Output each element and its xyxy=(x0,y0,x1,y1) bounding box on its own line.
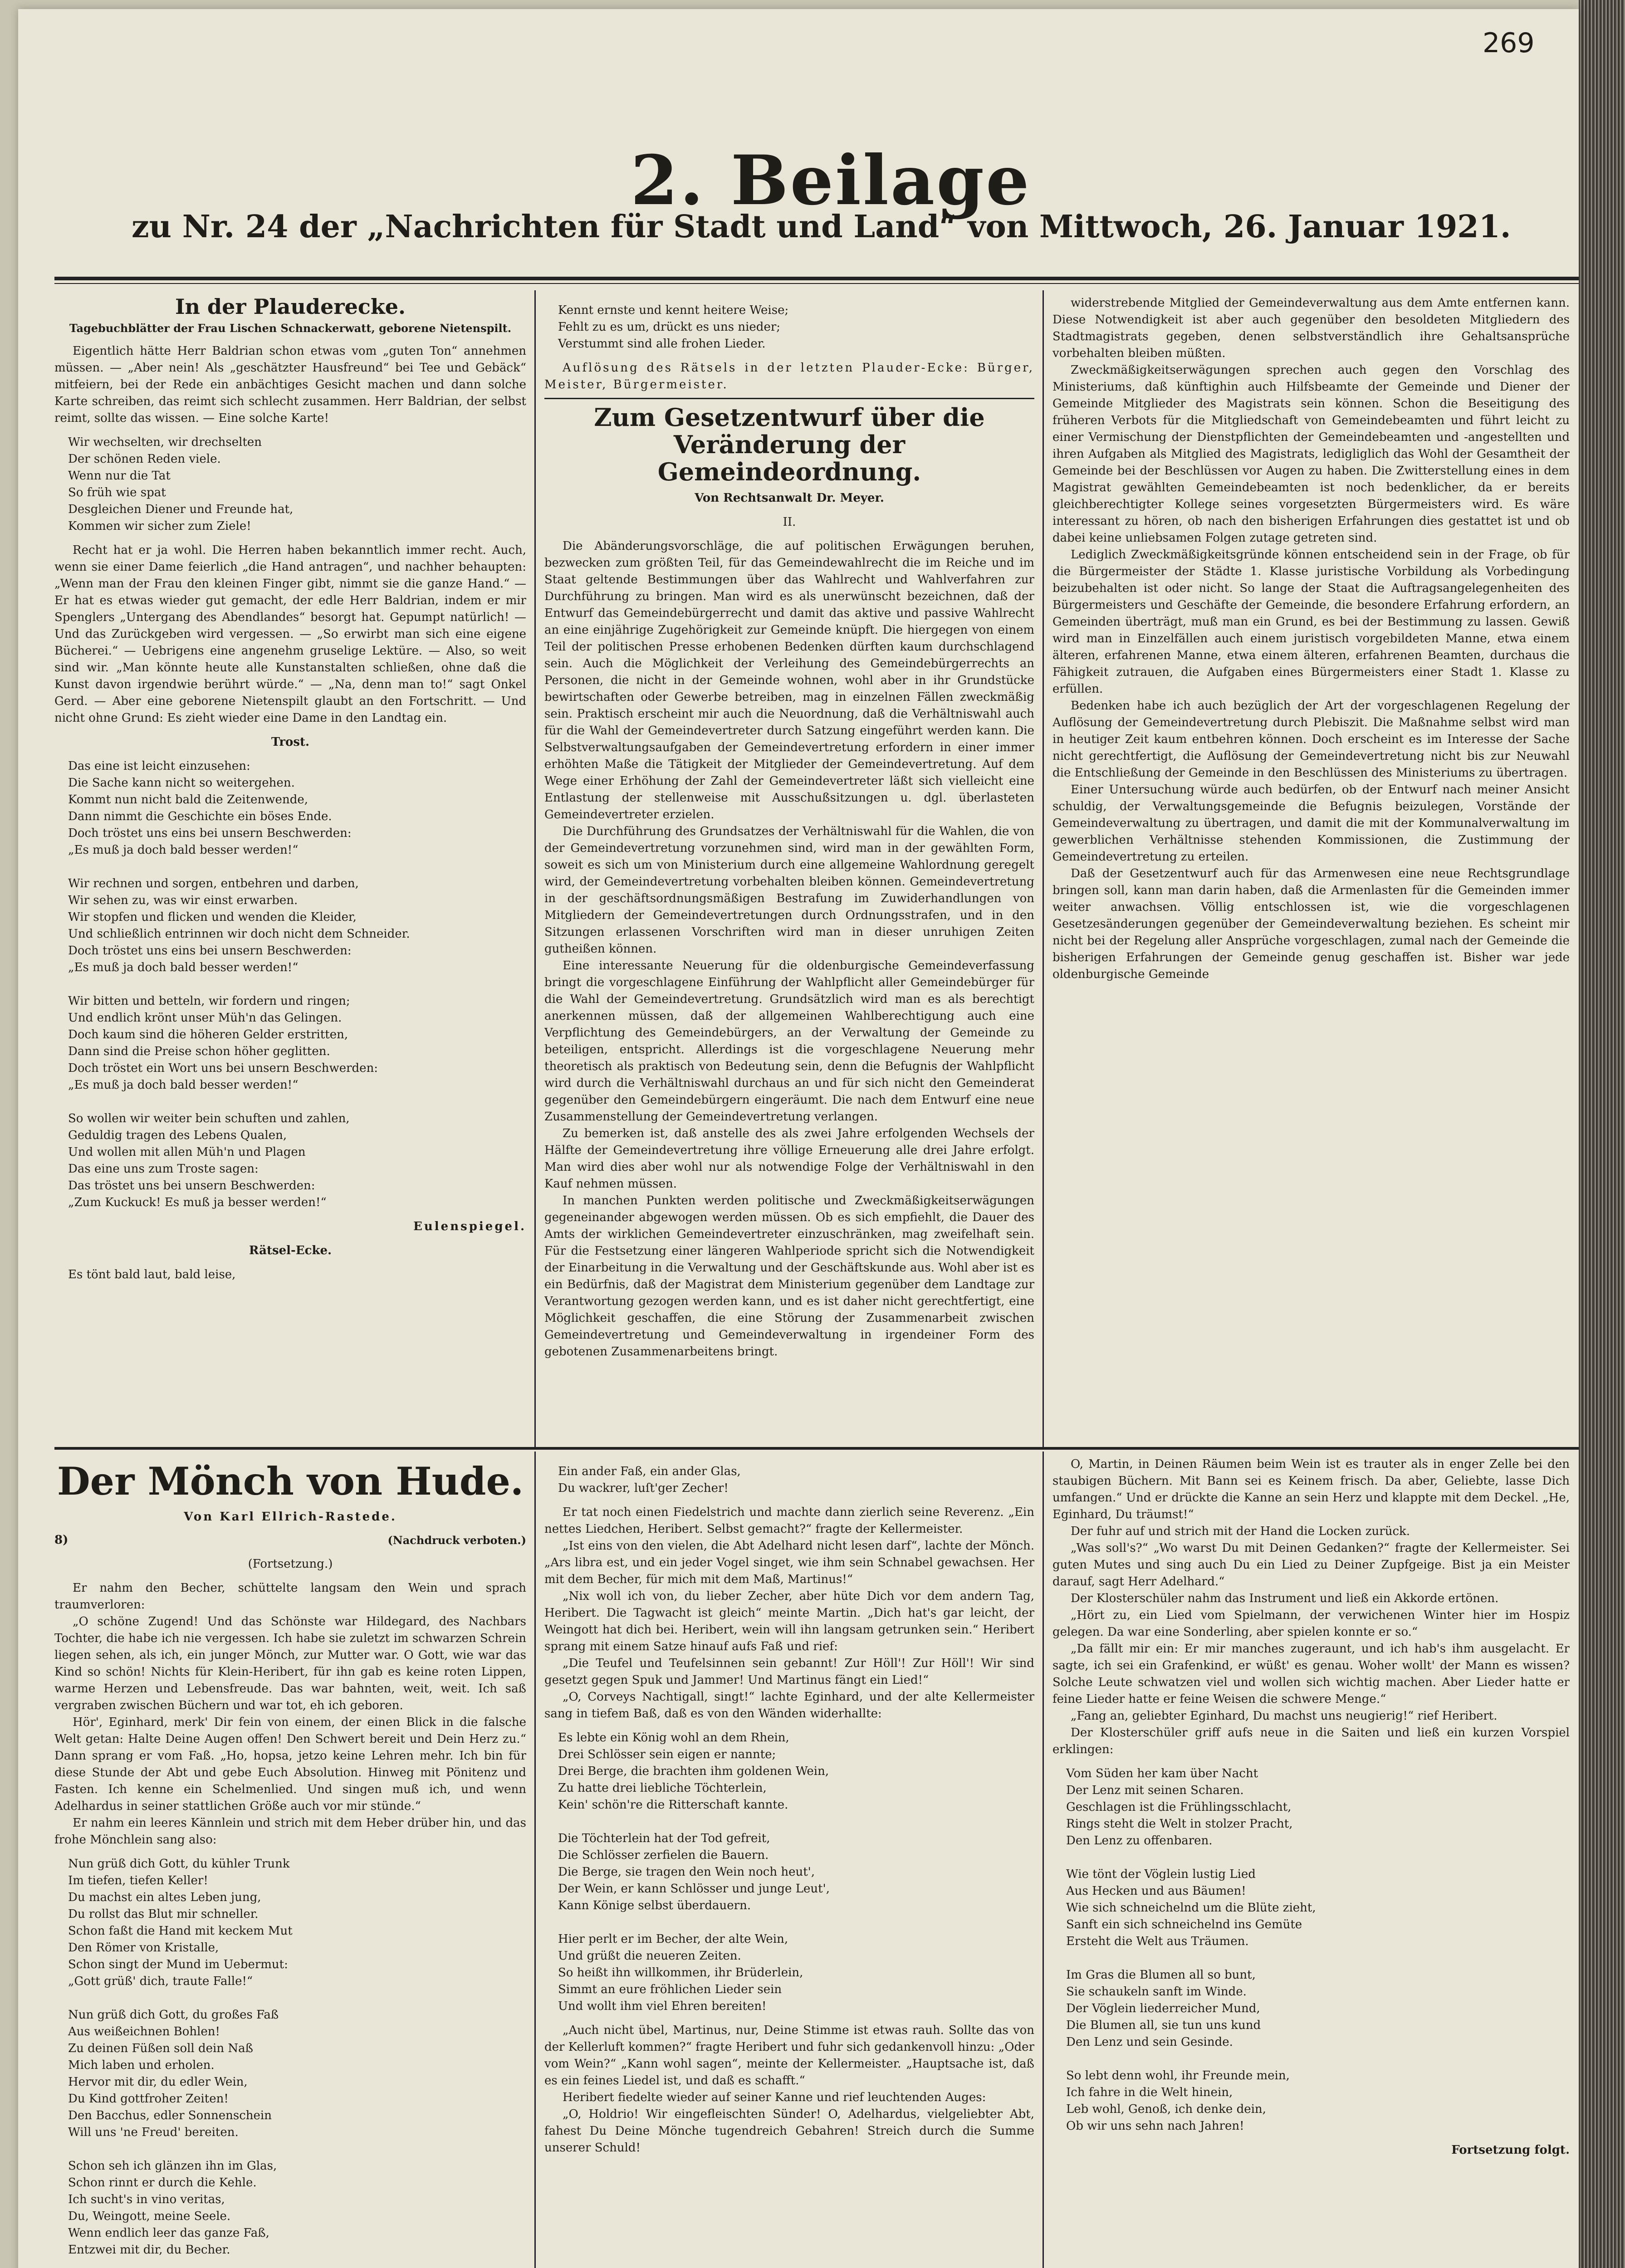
continued-note: Fortsetzung folgt. xyxy=(1451,2143,1570,2157)
moench-middle-paragraph-6: „Auch nicht übel, Martinus, nur, Deine Stimme ist etwas rauh. Sollte das von der Kellerluft kommen?“ fragte Heribert und fuhr sich gedankenvoll hinzu: „Oder vom Wein?“ „Kann wohl sagen“, meinte der Kellermeister. „Hauptsache ist, daß es ein feines Liedel ist, und daß es schafft.“ xyxy=(544,2024,1034,2087)
gesetzentwurf-continuation-column xyxy=(1052,295,1570,1442)
moench-middle-paragraph-4: „Die Teufel und Teufelsinnen sein gebannt! Zur Höll'! Zur Höll'! Wir sind gesetzt gegen Spuk und Jammer! Und Martinus fängt ein Lied!“ xyxy=(544,1657,1034,1687)
book-edge xyxy=(1579,0,1625,2268)
gesetzentwurf-part: II. xyxy=(783,515,796,529)
gesetzentwurf-right-paragraph-4: Bedenken habe ich auch bezüglich der Art der vorgeschlagenen Regelung der Auflösung der Gemeindevertretung durch Plebiszit. Die Maßnahme selbst wird man in heutiger Zeit kaum entbehren können. Doch erscheint es im Interesse der Sache nicht gerechtfertigt, die Auflösung der Gemeindevertretung nicht bis zur Neuwahl die Entschließung der Gemeinde in den Beschlüssen des Ministeriums zu übertragen. xyxy=(1052,699,1570,780)
moench-middle-paragraph-2: „Ist eins von den vielen, die Abt Adelhard nicht lesen darf“, lachte der Mönch. „Ars libra est, und ein jeder Vogel singet, wie ihm sein Schnabel gewachsen. Her mit dem Becher, für mich mit dem Maß, Martinus!“ xyxy=(544,1539,1034,1586)
trost-title: Trost. xyxy=(271,735,310,749)
gesetzentwurf-column xyxy=(544,295,1034,1442)
moench-spring-song: Vom Süden her kam über Nacht Der Lenz mit seinen Scharen. Geschlagen ist die Frühlingsschlacht, Rings steht die Welt in stolzer Pracht, Den Lenz zu offenbaren. Wie tönt der Vöglein lustig Lied Aus Hecken und aus Bäumen! Wie sich schneichelnd um die Blüte zieht, Sanft ein sich schneichelnd ins Gemüte Ersteht die Welt aus Träumen. Im Gras die Blumen all so bunt, Sie schaukeln sanft im Winde. Der Vöglein liederreicher Mund, Die Blumen all, sie tun uns kund Den Lenz und sein Gesinde. So lebt denn wohl, ihr Freunde mein, Ich fahre in die Welt hinein, Leb wohl, Genoß, ich denke dein, Ob wir uns sehn nach Jahren! xyxy=(1066,1767,1316,2133)
raetsel-solution: Auflösung des Rätsels in der letzten Plauder-Ecke: Bürger, Meister, Bürgermeister. xyxy=(544,361,1034,391)
moench-middle-paragraph-5: „O, Corveys Nachtigall, singt!“ lachte Eginhard, und der alte Kellermeister sang in tiefem Baß, daß es von den Wänden widerhallte: xyxy=(544,1690,1034,1721)
plauderecke-paragraph-1: Eigentlich hätte Herr Baldrian schon etwas vom „guten Ton“ annehmen müssen. — „Aber nein! Als „geschätzter Hausfreund“ bei Tee und Gebäck“ mitfeiern, bei der Rede ein anbächtiges Gesicht machen und dann solche Karte schreiben, das reimt sich schlecht zusammen. Herr Baldrian, der selbst reimt, sollte das wissen. — Eine solche Karte! xyxy=(54,344,526,425)
moench-middle-paragraph-8: „O, Holdrio! Wir eingefleischten Sünder! O, Adelhardus, vielgeliebter Abt, fahest Du Deine Mönche tugendreich Gebahren! Streich durch die Summe unserer Schuld! xyxy=(544,2107,1034,2155)
raetsel-continuation: Kennt ernste und kennt heitere Weise; Fehlt zu es um, drückt es uns nieder; Verstummt sind alle frohen Lieder. xyxy=(558,303,789,351)
moench-middle-paragraph-1: Er tat noch einen Fiedelstrich und machte dann zierlich seine Reverenz. „Ein nettes Liedchen, Heribert. Selbst gemacht?“ fragte der Kellermeister. xyxy=(544,1505,1034,1536)
moench-paragraph-4: Er nahm ein leeres Kännlein und strich mit dem Heber drüber hin, und das frohe Mönchlein sang also: xyxy=(54,1816,526,1847)
plauderecke-column xyxy=(54,295,526,1442)
moench-byline: Von Karl Ellrich-Rastede. xyxy=(184,1510,397,1524)
column-divider-3 xyxy=(534,1452,536,2268)
gesetzentwurf-right-paragraph-2: Zweckmäßigkeitserwägungen sprechen auch gegen den Vorschlag des Ministeriums, daß künftighin auch Hilfsbeamte der Gemeinde und Diener der Gemeinde Mitglieder des Magistrats sein können. Schon die Beseitigung des früheren Verbots für die Mitgliedschaft von Gemeindebeamten und führt leicht zu einer Vermischung der Dienstpflichten der Gemeindebeamten und -angestellten und ihren Aufgaben als Mitglied des Magistrats, ledigliglich das Wohl der Gesamtheit der Gemeinde bei der Beschlüssen vor Augen zu haben. Die Zwitterstellung eines in dem Magistrat gewählten Gemeindebeamten ist noch bedenklicher, da er bereits gleichberechtigter Kollege seines vorgesetzten Bürgermeisters wird. Es wäre interessant zu hören, ob nach den bisherigen Erfahrungen dies gestattet ist und ob dabei keine unliebsamen Folgen zutage getreten sind. xyxy=(1052,363,1570,545)
trost-poem: Das eine ist leicht einzusehen: Die Sache kann nicht so weitergehen. Kommt nun nicht bald die Zeitenwende, Dann nimmt die Geschichte ein böses Ende. Doch tröstet uns eins bei unsern Beschwerden: „Es muß ja doch bald besser werden!“ Wir rechnen und sorgen, entbehren und darben, Wir sehen zu, was wir einst erwarben. Wir stopfen und flicken und wenden die Kleider, Und schließlich entrinnen wir doch nicht dem Schneider. Doch tröstet uns eins bei unsern Beschwerden: „Es muß ja doch bald besser werden!“ Wir bitten und betteln, wir fordern und ringen; Und endlich krönt unser Müh'n das Gelingen. Doch kaum sind die höheren Gelder erstritten, Dann sind die Preise schon höher geglitten. Doch tröstet ein Wort uns bei unsern Beschwerden: „Es muß ja doch bald besser werden!“ So wollen wir weiter bein schuften und zahlen, Geduldig tragen des Lebens Qualen, Und wollen mit allen Müh'n und Plagen Das eine uns zum Troste sagen: Das tröstet uns bei unsern Beschwerden: „Zum Kuckuck! Es muß ja besser werden!“ xyxy=(68,759,410,1209)
gesetzentwurf-paragraph-3: Eine interessante Neuerung für die oldenburgische Gemeindeverfassung bringt die vorgeschlagene Einführung der Wahlpflicht aller Gemeindebürger für die Wahl der Gemeindevertretung. Grundsätzlich wird man es als berechtigt anerkennen müssen, daß der allgemeinen Wahlberechtigung auch eine Verpflichtung des Gemeindebürgers, an der Verwaltung der Gemeinde zu beteiligen, entspricht. Allerdings ist die vorgeschlagene Neuerung mehr theoretisch als praktisch von Bedeutung sein, denn die Befugnis der Wahlpflicht wird durch die Verhältniswahl durchaus an und für sich nicht den Gemeinderat gegenüber den Gemeindebürgern eingeräumt. Die nach dem Entwurf eine neue Zusammenstellung der Gemeindevertretung verlangen. xyxy=(544,959,1034,1124)
moench-paragraph-2: „O schöne Zugend! Und das Schönste war Hildegard, des Nachbars Tochter, die habe ich nie vergessen. Ich habe sie zuletzt im schwarzen Schrein liegen sehen, als ich, ein junger Mönch, zur Mutter war. O Gott, wie war das Kind so schön! Nichts für Klein-Heribert, für ihn gab es keine roten Lippen, warme Herzen und Lebensfreude. Das war bahnten, weit, weit. Ich saß vergraben zwischen Büchern und war tot, eh ich geboren. xyxy=(54,1615,526,1712)
moench-episode: 8) xyxy=(54,1533,69,1547)
plauderecke-verse-1: Wir wechselten, wir drechselten Der schönen Reden viele. Wenn nur die Tat So früh wie spat Desgleichen Diener und Freunde hat, Kommen wir sicher zum Ziele! xyxy=(68,435,294,533)
header-rule-thin xyxy=(54,283,1579,284)
moench-king-song: Es lebte ein König wohl an dem Rhein, Drei Schlösser sein eigen er nannte; Drei Berge, die brachten ihm goldenen Wein, Zu hatte drei liebliche Töchterlein, Kein' schön're die Ritterschaft kannte. Die Töchterlein hat der Tod gefreit, Die Schlösser zerfielen die Bauern. Die Berge, sie tragen den Wein noch heut', Der Wein, er kann Schlösser und junge Leut', Kann Könige selbst überdauern. Hier perlt er im Becher, der alte Wein, Und grüßt die neueren Zeiten. So heißt ihn willkommen, ihr Brüderlein, Simmt an eure fröhlichen Lieder sein Und wollt ihm viel Ehren bereiten! xyxy=(558,1731,830,2013)
raetsel-line: Es tönt bald laut, bald leise, xyxy=(68,1268,236,1281)
moench-song-end: Ein ander Faß, ein ander Glas, Du wackrer, luſt'ger Zecher! xyxy=(558,1465,741,1495)
column-divider-1 xyxy=(534,290,536,1447)
moench-middle-paragraph-3: „Nix woll ich von, du lieber Zecher, aber hüte Dich vor dem andern Tag, Heribert. Die Tagwacht ist gleich“ meinte Martin. „Dich hat's gar leicht, der Weingott hat dich bei. Heribert, wein will ihn langsam getrunken sein.“ Heribert sprang mit einem Satze hinauf aufs Faß und rief: xyxy=(544,1589,1034,1653)
plauderecke-heading: In der Plauderecke. xyxy=(175,295,406,319)
moench-right-paragraph-3: „Was soll's?“ „Wo warst Du mit Deinen Gedanken?“ fragte der Kellermeister. Sei guten Mutes und sing auch Du ein Lied zu Deiner Zupfgeige. Bist ja ein Meister darauf, sagt Herr Adelhard.“ xyxy=(1052,1541,1570,1589)
plauderecke-paragraph-2: Recht hat er ja wohl. Die Herren haben bekanntlich immer recht. Auch, wenn sie einer Dame feierlich „die Hand antragen“, und nachher behaupten: „Wenn man der Frau den kleinen Finger gibt, nimmt sie die ganze Hand.“ — Er hat es etwas wieder gut gemacht, der edle Herr Baldrian, indem er mir Spenglers „Untergang des Abendlandes“ besorgt hat. Gepumpt natürlich! — Und das Zurückgeben wird vergessen. — „So erwirbt man sich eine eigene Bücherei.“ — Uebrigens eine angenehm gruselige Lektüre. — Also, so weit sind wir. „Man könnte heute alle Kunstanstalten schließen, ohne daß die Kunst davon irgendwie berührt würde.“ — „Na, denn man to!“ sagt Onkel Gerd. — Aber eine geborene Nietenspilt glaubt an den Fortschritt. — Und nicht ohne Grund: Es zieht wieder eine Dame in den Landtag ein. xyxy=(54,543,526,725)
moench-right-paragraph-5: „Hört zu, ein Lied vom Spielmann, der verwichenen Winter hier im Hospiz gelegen. Da war eine Sonderling, aber spielen konnte er so.“ xyxy=(1052,1608,1570,1639)
moench-right-paragraph-4: Der Klosterschüler nahm das Instrument und ließ ein Akkorde ertönen. xyxy=(1071,1592,1499,1605)
gesetzentwurf-paragraph-2: Die Durchführung des Grundsatzes der Verhältniswahl für die Wahlen, die von der Gemeindevertretung vorzunehmen sind, wird man in der gewählten Form, soweit es sich um von Ministerium durch eine allgemeine Wahlordnung geregelt wird, der Gemeindevertretung vorbehalten bleiben können. Gemeindevertretung in der geschäftsordnungsmäßigen Bestrafung im Zuwiderhandlungen von Mitgliedern der Gemeindevertretungen durch Ordnungsstrafen, und in den Sitzungen erlassenen Vorschriften wird man in dieser unruhigen Zeiten gutheißen können. xyxy=(544,825,1034,956)
column-divider-2 xyxy=(1043,290,1044,1447)
moench-middle-paragraph-7: Heribert fiedelte wieder auf seiner Kanne und rief leuchtenden Auges: xyxy=(563,2091,986,2104)
article-rule xyxy=(544,398,1034,399)
raetsel-title: Rätsel-Ecke. xyxy=(249,1244,332,1257)
gesetzentwurf-paragraph-5: In manchen Punkten werden politische und Zweckmäßigkeitserwägungen gegeneinander abgewogen werden müssen. Ob es sich empfiehlt, die Dauer des Amts der wirklichen Gemeindevertreter einzuschränken, mag zweifelhaft sein. Für die Festsetzung einer längeren Wahlperiode spricht sich die Notwendigkeit der Einarbeitung in die Verwaltung und der Geschäftskunde aus. Wohl aber ist es ein Bedürfnis, daß der Magistrat dem Ministerium gegenüber dem Landtage zur Verantwortung gezogen werden kann, und es ist daher nicht gerechtfertigt, eine Möglichkeit geschaffen, die eine Störung der Zusammenarbeit zwischen Gemeindevertretung und Gemeindeverwaltung in irgendeiner Form des gebotenen Zusammenarbeitens bringt. xyxy=(544,1194,1034,1359)
moench-right-paragraph-2: Der fuhr auf und strich mit der Hand die Locken zurück. xyxy=(1071,1525,1410,1538)
supplement-title: 2. Beilage xyxy=(631,141,1031,220)
moench-reprint-note: (Nachdruck verboten.) xyxy=(387,1534,526,1547)
gesetzentwurf-paragraph-4: Zu bemerken ist, daß anstelle des als zwei Jahre erfolgenden Wechsels der Hälfte der Gemeindevertretung ihre völlige Erneuerung alle drei Jahre erfolgt. Man wird dies aber wohl nur als notwendige Folge der Verhältniswahl in den Kauf nehmen müssen. xyxy=(544,1127,1034,1191)
gesetzentwurf-heading: Zum Gesetzentwurf über die Veränderung der Gemeindeordnung. xyxy=(594,403,985,486)
moench-right-paragraph-8: Der Klosterschüler griff aufs neue in die Saiten und ließ ein kurzen Vorspiel erklingen: xyxy=(1052,1726,1570,1756)
gesetzentwurf-right-paragraph-6: Daß der Gesetzentwurf auch für das Armenwesen eine neue Rechtsgrundlage bringen soll, kann man darin haben, daß die Armenlasten für die Gemeinden immer weiter anwachsen. Völlig entschlossen ist, wie die vorgeschlagenen Gesetzesänderungen gegenüber der Gemeindeverwaltung beziehen. Es scheint mir nicht bei der Regelung aller Ansprüche vorgeschlagen, zumal nach der Gemeinde die bisherigen Erfahrungen der Gemeinde genug geschaffen ist. Bisher war jede oldenburgische Gemeinde xyxy=(1052,867,1570,981)
moench-heading: Der Mönch von Hude. xyxy=(57,1459,524,1504)
moench-paragraph-3: Hör', Eginhard, merk' Dir fein von einem, der einen Blick in die falsche Welt getan: Halte Deine Augen offen! Den Schwert bereit und Dein Herz zu.“ Dann sprang er vom Faß. „Ho, hopsa, jetzo keine Lehren mehr. Ich bin für diese Stunde der Abt und gebe Euch Absolution. Hinweg mit Pönitenz und Fasten. Ich kenne ein Schelmenlied. Und singen muß ich, und wenn Adelhardus in seiner stattlichen Größe auch vor mir stünde.“ xyxy=(54,1716,526,1813)
header-rule xyxy=(54,277,1579,280)
section-rule xyxy=(54,1447,1579,1450)
moench-middle-column xyxy=(544,1456,1034,2268)
moench-right-column xyxy=(1052,1456,1570,2268)
gesetzentwurf-right-paragraph-3: Lediglich Zweckmäßigkeitsgründe können entscheidend sein in der Frage, ob für die Bürgermeister der Städte 1. Klasse juristische Vorbildung als Vorbedingung beizubehalten ist oder nicht. So lange der Staat die Auftragsangelegenheiten des Bürgermeisters und Geschäfte der Gemeinde, die besondere Erfahrung erfordern, an Gemeinden überträgt, muß man ein Grund, es bei der Bestimmung zu lassen. Gewiß wird man in Einzelfällen auch einem juristisch vorgebildeten Manne, etwa einem älteren, erfahrenen Manne, etwa einem älteren, erfahrenen Beamten, durchaus die Fähigkeit zutrauen, die Aufgaben eines Bürgermeisters einer Stadt 1. Klasse zu erfüllen. xyxy=(1052,548,1570,696)
column-divider-4 xyxy=(1043,1452,1044,2268)
moench-paragraph-1: Er nahm den Becher, schüttelte langsam den Wein und sprach traumverloren: xyxy=(54,1581,526,1612)
moench-song-1: Nun grüß dich Gott, du kühler Trunk Im tiefen, tiefen Keller! Du machst ein altes Leben jung, Du rollst das Blut mir schneller. Schon faßt die Hand mit keckem Mut Den Römer von Kristalle, Schon singt der Mund im Uebermut: „Gott grüß' dich, traute Falle!“ Nun grüß dich Gott, du großes Faß Aus weißeichnen Bohlen! Zu deinen Füßen soll dein Naß Mich laben und erholen. Hervor mit dir, du edler Wein, Du Kind gottfroher Zeiten! Den Bacchus, edler Sonnenschein Will uns 'ne Freud' bereiten. Schon seh ich glänzen ihn im Glas, Schon rinnt er durch die Kehle. Ich sucht's in vino veritas, Du, Weingott, meine Seele. Wenn endlich leer das ganze Faß, Entzwei mit dir, du Becher. xyxy=(68,1857,293,2257)
moench-right-paragraph-7: „Fang an, geliebter Eginhard, Du machst uns neugierig!“ rief Heribert. xyxy=(1071,1709,1498,1723)
gesetzentwurf-byline: Von Rechtsanwalt Dr. Meyer. xyxy=(695,491,884,505)
plauderecke-subheading: Tagebuchblätter der Frau Lischen Schnackerwatt, geborene Nietenspilt. xyxy=(69,322,512,335)
moench-column xyxy=(54,1456,526,2268)
moench-continued: (Fortsetzung.) xyxy=(248,1557,333,1571)
moench-right-paragraph-1: O, Martin, in Deinen Räumen beim Wein ist es trauter als in enger Zelle bei den staubigen Büchern. Mit Bann sei es Keinem frisch. Da aber, Geliebte, lasse Dich umfangen.“ Und er drückte die Kanne an sein Herz und klappte mit dem Deckel. „He, Eginhard, Du träumst!“ xyxy=(1052,1457,1570,1521)
gesetzentwurf-paragraph-1: Die Abänderungsvorschläge, die auf politischen Erwägungen beruhen, bezwecken zum größten Teil, für das Gemeindewahlrecht die im Reiche und im Staat geltende Bestimmungen über das Wahlrecht und Wahlverfahren zur Durchführung zu bringen. Man wird es als unerwünscht bezeichnen, daß der Entwurf das Gemeindebürgerrecht und damit das aktive und passive Wahlrecht an eine einjährige Zugehörigkeit zur Gemeinde knüpft. Die hiergegen von einem Teil der politischen Presse erhobenen Bedenken dürften kaum durchschlagend sein. Auch die Möglichkeit der Verleihung des Gemeindebürgerrechts an Personen, die nicht in der Gemeinde wohnen, wohl aber in ihr Grundstücke bewirtschaften oder Gewerbe betreiben, mag in einzelnen Fällen zweckmäßig sein. Praktisch erscheint mir auch die Neuordnung, daß die Verhältniswahl auch für die Wahl der Gemeindevertreter durch Satzung eingeführt werden kann. Die Selbstverwaltungsaufgaben der Gemeindevertretung erfordern in einer immer erhöhten Maße die Tätigkeit der Mitglieder der Gemeindevertretung. Auf dem Wege einer Erhöhung der Zahl der Gemeindevertreter läßt sich vielleicht eine Entlastung der stellenweise mit Ausschußsitzungen u. dgl. überlasteten Gemeindevertreter erzielen. xyxy=(544,539,1034,821)
trost-signature: Eulenspiegel. xyxy=(413,1220,526,1233)
gesetzentwurf-right-paragraph-1: widerstrebende Mitglied der Gemeindeverwaltung aus dem Amte entfernen kann. Diese Notwendigkeit ist aber auch gegenüber den besoldeten Mitgliedern des Stadtmagistrats gegeben, denen selbstverständlich ihre Gehaltsansprüche vorbehalten bleiben müßten. xyxy=(1052,296,1570,360)
gesetzentwurf-right-paragraph-5: Einer Untersuchung würde auch bedürfen, ob der Entwurf nach meiner Ansicht schuldig, der Verwaltungsgemeinde die Befugnis beizulegen, Vorstände der Gemeindeverwaltung zu übertragen, und damit die mit der Kommunalverwaltung im gewerblichen Verhältnisse stehenden Kommissionen, die Zustimmung der Gemeindevertretung zu erteilen. xyxy=(1052,783,1570,864)
supplement-subtitle: zu Nr. 24 der „Nachrichten für Stadt und Land“ von Mittwoch, 26. Januar 1921. xyxy=(132,209,1511,245)
page-number: 269 xyxy=(1483,27,1535,59)
moench-right-paragraph-6: „Da fällt mir ein: Er mir manches zugeraunt, und ich hab's ihm ausgelacht. Er sagte, ich sei ein Grafenkind, er wüßt' es genau. Woher wollt' der Mann es wissen? Solche Leute schwatzen viel und wollen sich wichtig machen. Aber Lieder hatte er feine Lieder hatte er feine Weisen die schwere Menge.“ xyxy=(1052,1642,1570,1706)
